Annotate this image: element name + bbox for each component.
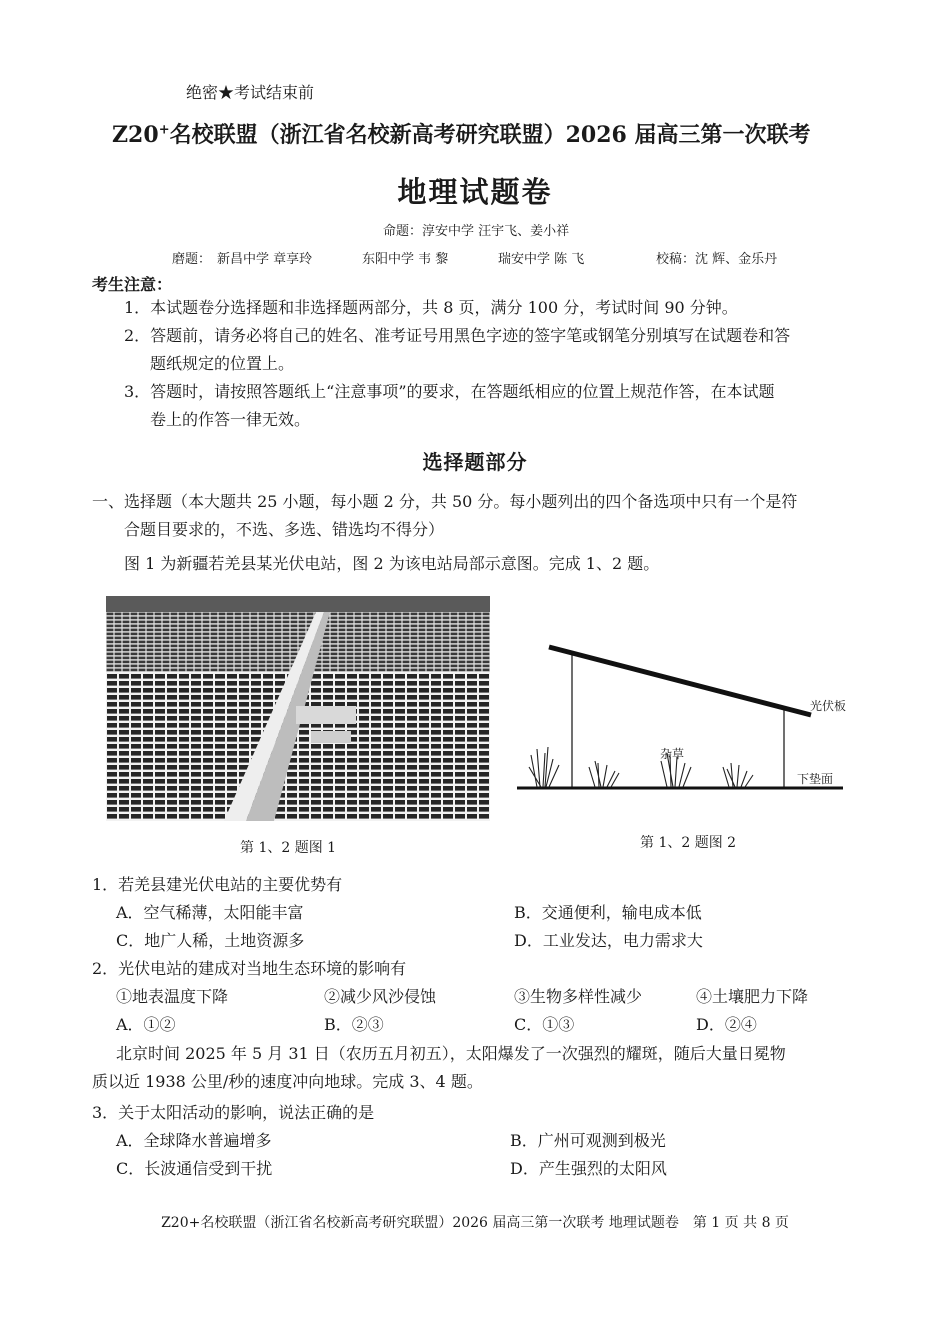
setters-line: 命题：淳安中学 汪宇飞、姜小祥 <box>383 224 570 239</box>
notice-item-2-cont: 题纸规定的位置上。 <box>150 354 295 373</box>
q1-option-c: C．地广人稀，土地资源多 <box>116 931 305 950</box>
intro-q3-q4: 北京时间 2025 年 5 月 31 日（农历五月初五），太阳爆发了一次强烈的耀斑，随后大量日冕物 <box>116 1044 786 1063</box>
pv-diagram <box>515 637 845 797</box>
q3-stem: 3．关于太阳活动的影响，说法正确的是 <box>92 1103 375 1122</box>
q2-option-b: B．②③ <box>324 1015 384 1034</box>
confidential-mark: 绝密★考试结束前 <box>186 83 315 102</box>
solar-farm-photo <box>106 596 490 821</box>
q2-option-c: C．①③ <box>514 1015 575 1034</box>
intro-q1-q2: 图 1 为新疆若羌县某光伏电站，图 2 为该电站局部示意图。完成 1、2 题。 <box>124 554 660 573</box>
exam-title-rest: 名校联盟（浙江省名校新高考研究联盟）2026 届高三第一次联考 <box>169 122 811 148</box>
exam-title <box>112 118 811 149</box>
proofreaders: 校稿：沈 辉、金乐丹 <box>656 252 778 267</box>
section-title: 选择题部分 <box>422 450 528 474</box>
label-pv-panel: 光伏板 <box>810 699 847 713</box>
q3-option-b: B．广州可观测到极光 <box>510 1131 666 1150</box>
q3-option-a: A．全球降水普遍增多 <box>116 1131 272 1150</box>
notice-item-1: 1．本试题卷分选择题和非选择题两部分，共 8 页，满分 100 分，考试时间 90 分钟。 <box>124 298 738 317</box>
subject-title: 地理试题卷 <box>397 175 553 209</box>
q2-option-d: D．②④ <box>696 1015 757 1034</box>
reviewer-3: 瑞安中学 陈 飞 <box>498 252 585 267</box>
part1-instructions: 一、选择题（本大题共 25 小题，每小题 2 分，共 50 分。每小题列出的四个备选项中只有一个是符 <box>92 492 798 511</box>
weeds <box>529 747 753 787</box>
q2-statement-2: ②减少风沙侵蚀 <box>324 987 437 1006</box>
q1-stem: 1．若羌县建光伏电站的主要优势有 <box>92 875 343 894</box>
page-footer: Z20+名校联盟（浙江省名校新高考研究联盟）2026 届高三第一次联考 地理试题卷 第 1 页 共 8 页 <box>161 1215 789 1231</box>
q2-stem: 2．光伏电站的建成对当地生态环境的影响有 <box>92 959 407 978</box>
pv-panel-line <box>549 647 811 715</box>
q1-option-d: D．工业发达，电力需求大 <box>514 931 703 950</box>
reviewers-label: 磨题： <box>172 252 212 267</box>
notice-heading: 考生注意： <box>92 275 173 294</box>
q2-statement-3: ③生物多样性减少 <box>514 987 643 1006</box>
notice-item-3: 3．答题时，请按照答题纸上“注意事项”的要求，在答题纸相应的位置上规范作答，在本试题 <box>124 382 775 401</box>
q2-statement-1: ①地表温度下降 <box>116 987 229 1006</box>
q3-option-c: C．长波通信受到干扰 <box>116 1159 273 1178</box>
notice-item-2: 2．答题前，请务必将自己的姓名、准考证号用黑色字迹的签字笔或钢笔分别填写在试题卷和答 <box>124 326 791 345</box>
q1-option-b: B．交通便利，输电成本低 <box>514 903 702 922</box>
figure2-caption: 第 1、2 题图 2 <box>640 835 737 851</box>
q2-statement-4: ④土壤肥力下降 <box>696 987 809 1006</box>
figure1-caption: 第 1、2 题图 1 <box>240 840 337 856</box>
exam-title-prefix: Z20 <box>112 122 159 148</box>
exam-title-sup: + <box>158 122 170 138</box>
notice-item-3-cont: 卷上的作答一律无效。 <box>150 410 311 429</box>
reviewer-2: 东阳中学 韦 黎 <box>362 252 449 267</box>
intro-q3-q4-cont: 质以近 1938 公里/秒的速度冲向地球。完成 3、4 题。 <box>92 1072 483 1091</box>
part1-instructions-cont: 合题目要求的，不选、多选、错选均不得分） <box>124 520 445 539</box>
label-surface: 下垫面 <box>797 772 834 786</box>
q2-option-a: A．①② <box>116 1015 176 1034</box>
reviewer-1: 新昌中学 章享玲 <box>217 252 313 267</box>
q1-option-a: A．空气稀薄，太阳能丰富 <box>116 903 304 922</box>
label-weeds: 杂草 <box>660 747 685 761</box>
q3-option-d: D．产生强烈的太阳风 <box>510 1159 667 1178</box>
